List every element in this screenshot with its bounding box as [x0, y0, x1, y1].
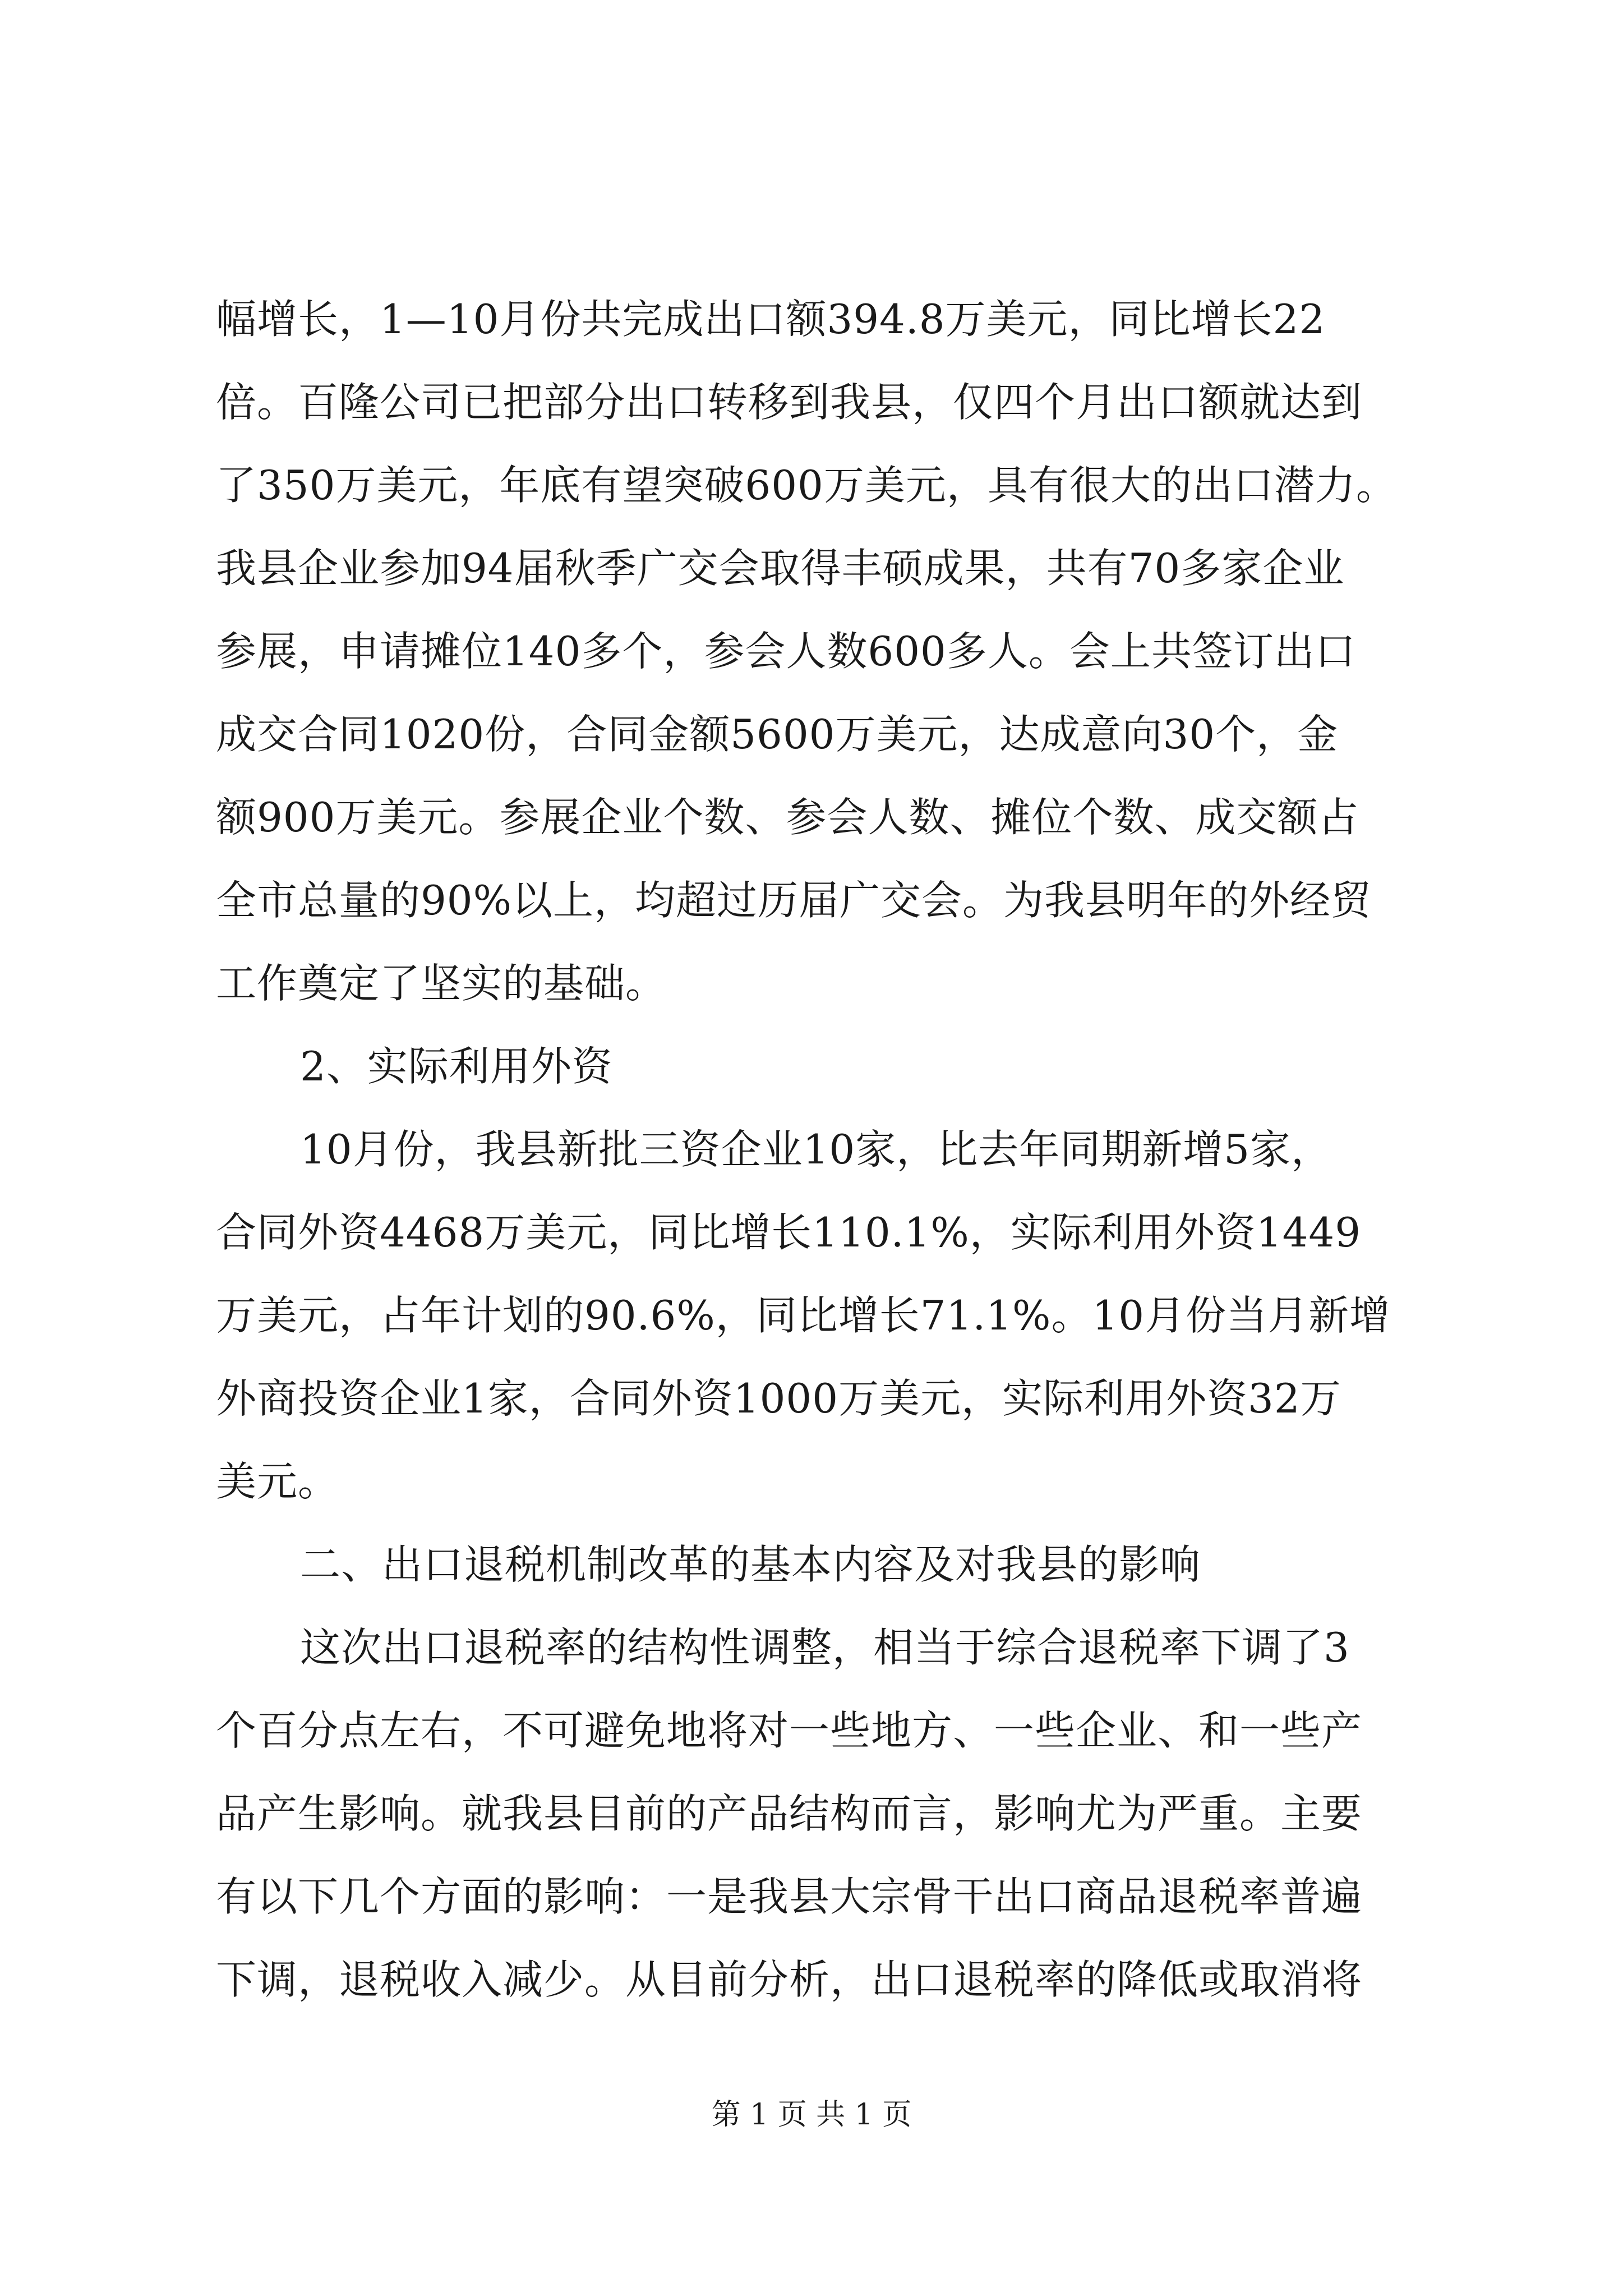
text-line: 我县企业参加94届秋季广交会取得丰硕成果，共有70多家企业 [216, 545, 1345, 592]
text-line: 合同外资4468万美元，同比增长110.1%，实际利用外资1449 [216, 1209, 1362, 1256]
text-line: 了350万美元，年底有望突破600万美元，具有很大的出口潜力。 [216, 462, 1397, 509]
text-line: 品产生影响。就我县目前的产品结构而言，影响尤为严重。主要 [216, 1790, 1363, 1837]
text-line: 额900万美元。参展企业个数、参会人数、摊位个数、成交额占 [216, 794, 1359, 841]
text-line: 万美元，占年计划的90.6%，同比增长71.1%。10月份当月新增 [216, 1292, 1391, 1339]
text-line: 个百分点左右，不可避免地将对一些地方、一些企业、和一些产 [216, 1707, 1363, 1754]
text-line: 10月份，我县新批三资企业10家，比去年同期新增5家， [300, 1126, 1332, 1173]
text-line: 成交合同1020份，合同金额5600万美元，达成意向30个，金 [216, 711, 1339, 758]
text-line: 全市总量的90%以上，均超过历届广交会。为我县明年的外经贸 [216, 877, 1372, 924]
text-line: 有以下几个方面的影响：一是我县大宗骨干出口商品退税率普遍 [216, 1873, 1363, 1920]
section-heading: 二、出口退税机制改革的基本内容及对我县的影响 [300, 1541, 1201, 1588]
text-line: 参展，申请摊位140多个，参会人数600多人。会上共签订出口 [216, 628, 1356, 675]
text-line: 工作奠定了坚实的基础。 [216, 960, 667, 1007]
document-body [216, 278, 1416, 2021]
text-line: 下调，退税收入减少。从目前分析，出口退税率的降低或取消将 [216, 1956, 1363, 2003]
text-line: 外商投资企业1家，合同外资1000万美元，实际利用外资32万 [216, 1375, 1341, 1422]
section-heading: 2、实际利用外资 [300, 1043, 613, 1090]
text-line: 倍。百隆公司已把部分出口转移到我县，仅四个月出口额就达到 [216, 379, 1363, 426]
text-line: 这次出口退税率的结构性调整，相当于综合退税率下调了3 [300, 1624, 1350, 1671]
text-line: 幅增长，1—10月份共完成出口额394.8万美元，同比增长22 [216, 296, 1326, 343]
page-footer: 第 1 页 共 1 页 [711, 2098, 912, 2132]
text-line: 美元。 [216, 1458, 339, 1505]
